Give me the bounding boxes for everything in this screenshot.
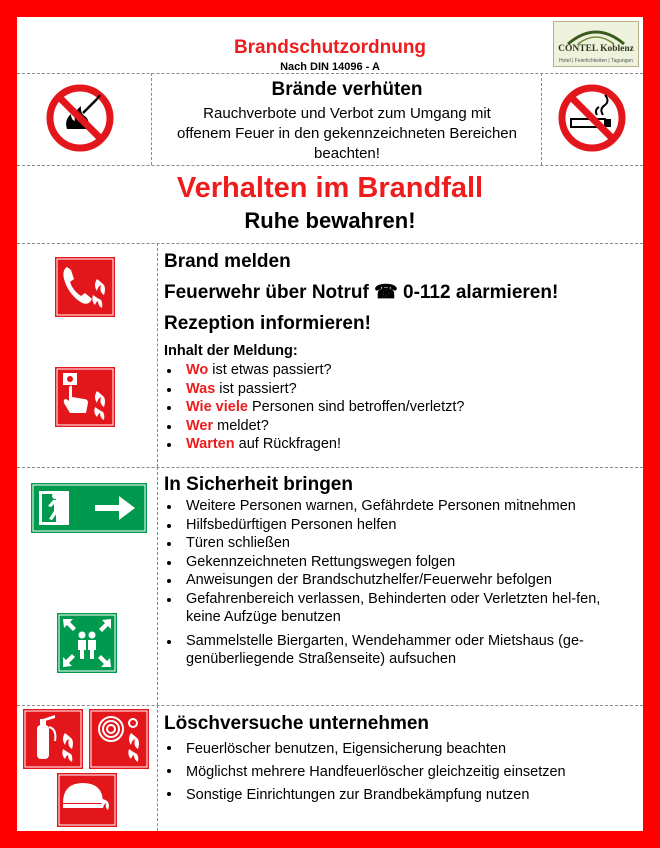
- prevent-block: [157, 78, 537, 164]
- extinguish-item: Möglichst mehrere Handfeuerlöscher gleichzeitig einsetzen: [186, 761, 634, 784]
- logo-name: CONTEL Koblenz: [558, 44, 634, 54]
- safety-block: [164, 472, 634, 669]
- report-line-emergency-call: Feuerwehr über Notruf ☎ 0-112 alarmieren!: [164, 282, 559, 303]
- fire-blanket-sign-icon: [57, 773, 117, 827]
- logo-tagline: Hotel | Feierlichkeiten | Tagungen: [559, 58, 633, 64]
- behavior-subheading: Ruhe bewahren!: [244, 208, 416, 233]
- logo-roof-icon: [564, 24, 628, 46]
- prevent-heading: Brände verhüten: [271, 79, 423, 100]
- safety-item: Weitere Personen warnen, Gefährdete Personen mitnehmen: [186, 497, 634, 516]
- contel-logo: [553, 21, 639, 67]
- report-row: [17, 243, 643, 468]
- report-item: Wie viele Personen sind betroffen/verletzt?: [186, 398, 634, 417]
- safety-heading: In Sicherheit bringen: [164, 474, 353, 495]
- report-item: Was ist passiert?: [186, 380, 634, 399]
- page-subtitle: Nach DIN 14096 - A: [280, 61, 380, 73]
- extinguish-heading: Löschversuche unternehmen: [164, 713, 430, 734]
- safety-item: Gekennzeichneten Rettungswegen folgen: [186, 553, 634, 572]
- safety-item: Türen schließen: [186, 534, 634, 553]
- emergency-exit-sign-icon: [31, 483, 147, 533]
- extinguish-row: [17, 705, 643, 831]
- report-item: Wer meldet?: [186, 417, 634, 436]
- prevent-text: Rauchverbote und Verbot zum Umgang mit offenem Feuer in den gekennzeichneten Bereichen beachten!: [177, 105, 517, 162]
- extinguish-block: [164, 711, 634, 807]
- fire-hose-sign-icon: [89, 709, 149, 769]
- fire-alarm-button-sign-icon: [55, 367, 115, 427]
- report-content-heading: Inhalt der Meldung:: [164, 343, 298, 359]
- header-row: [17, 17, 643, 74]
- assembly-point-sign-icon: [57, 613, 117, 673]
- extinguish-list: [164, 738, 634, 807]
- fire-extinguisher-sign-icon: [23, 709, 83, 769]
- fire-phone-sign-icon: [55, 257, 115, 317]
- safety-row: [17, 467, 643, 706]
- no-smoking-icon: [557, 83, 627, 153]
- report-list: [164, 361, 634, 454]
- report-item: Wo ist etwas passiert?: [186, 361, 634, 380]
- page-title: Brandschutzordnung: [233, 37, 427, 58]
- report-heading: Brand melden: [164, 251, 291, 272]
- safety-item: Hilfsbedürftigen Personen helfen: [186, 516, 634, 535]
- behavior-row: [17, 165, 643, 244]
- prevent-row: [17, 73, 643, 166]
- safety-list: [164, 497, 634, 669]
- safety-item: Anweisungen der Brandschutzhelfer/Feuerwehr befolgen: [186, 571, 634, 590]
- safety-item: Gefahrenbereich verlassen, Behinderten oder Verletzten hel-fen, keine Aufzüge benutzen: [186, 590, 634, 627]
- extinguish-item: Feuerlöscher benutzen, Eigensicherung beachten: [186, 738, 634, 761]
- report-item: Warten auf Rückfragen!: [186, 435, 634, 454]
- behavior-heading: Verhalten im Brandfall: [176, 172, 484, 204]
- report-block: [164, 249, 634, 454]
- report-line-reception: Rezeption informieren!: [164, 313, 371, 334]
- safety-item: Sammelstelle Biergarten, Wendehammer oder Mietshaus (ge-genüberliegende Straßenseite) aufsuchen: [186, 632, 638, 669]
- fire-safety-sheet: [17, 17, 643, 831]
- no-open-flame-icon: [45, 83, 115, 153]
- extinguish-item: Sonstige Einrichtungen zur Brandbekämpfung nutzen: [186, 784, 634, 807]
